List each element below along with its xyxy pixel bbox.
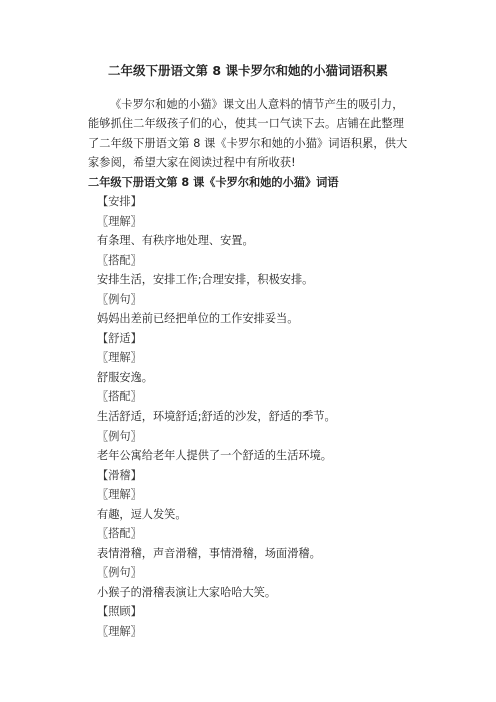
entry-heading: 【舒适】 [97, 331, 142, 345]
entry-label: 〖理解〗 [97, 351, 142, 365]
entry-heading: 【照顾】 [97, 605, 142, 619]
entry-label: 〖搭配〗 [97, 527, 142, 541]
entry-text: 有趣，逗人发笑。 [97, 507, 187, 521]
vocabulary-list [97, 192, 336, 642]
entry-label: 〖搭配〗 [97, 390, 142, 404]
entry-text: 有条理、有秩序地处理、安置。 [97, 234, 254, 248]
entry-text: 表情滑稽，声音滑稽，事情滑稽，场面滑稽。 [97, 546, 321, 560]
entry-text: 舒服安逸。 [97, 370, 153, 384]
entry-heading: 【滑稽】 [97, 468, 142, 482]
entry-text: 小猴子的滑稽表演让大家哈哈大笑。 [97, 585, 277, 599]
entry-label: 〖例句〗 [97, 429, 142, 443]
entry-label: 〖例句〗 [97, 566, 142, 580]
entry-heading: 【安排】 [97, 195, 142, 208]
entry-text: 安排生活，安排工作;合理安排，积极安排。 [97, 273, 314, 287]
entry-label: 〖例句〗 [97, 292, 142, 306]
section-title: 二年级下册语文第 8 课《卡罗尔和她的小猫》词语 [88, 176, 339, 189]
entry-label: 〖搭配〗 [97, 253, 142, 267]
entry-text: 生活舒适，环境舒适;舒适的沙发，舒适的季节。 [97, 410, 336, 424]
entry-text: 老年公寓给老年人提供了一个舒适的生活环境。 [97, 449, 332, 463]
document-title: 二年级下册语文第 8 课卡罗尔和她的小猫词语积累 [108, 63, 388, 78]
entry-text: 妈妈出差前已经把单位的工作安排妥当。 [97, 312, 299, 326]
entry-label: 〖理解〗 [97, 488, 142, 502]
entry-label: 〖理解〗 [97, 214, 142, 228]
entry-label: 〖理解〗 [97, 625, 142, 639]
intro-paragraph: 《卡罗尔和她的小猫》课文出人意料的情节产生的吸引力，能够抓住二年级孩子们的心，使其一口气读下去。店铺在此整理了二年级下册语文第 8 课《卡罗尔和她的小猫》词语积累，供大家参阅，希望大家在阅读过程中有所收获! [88, 98, 408, 170]
